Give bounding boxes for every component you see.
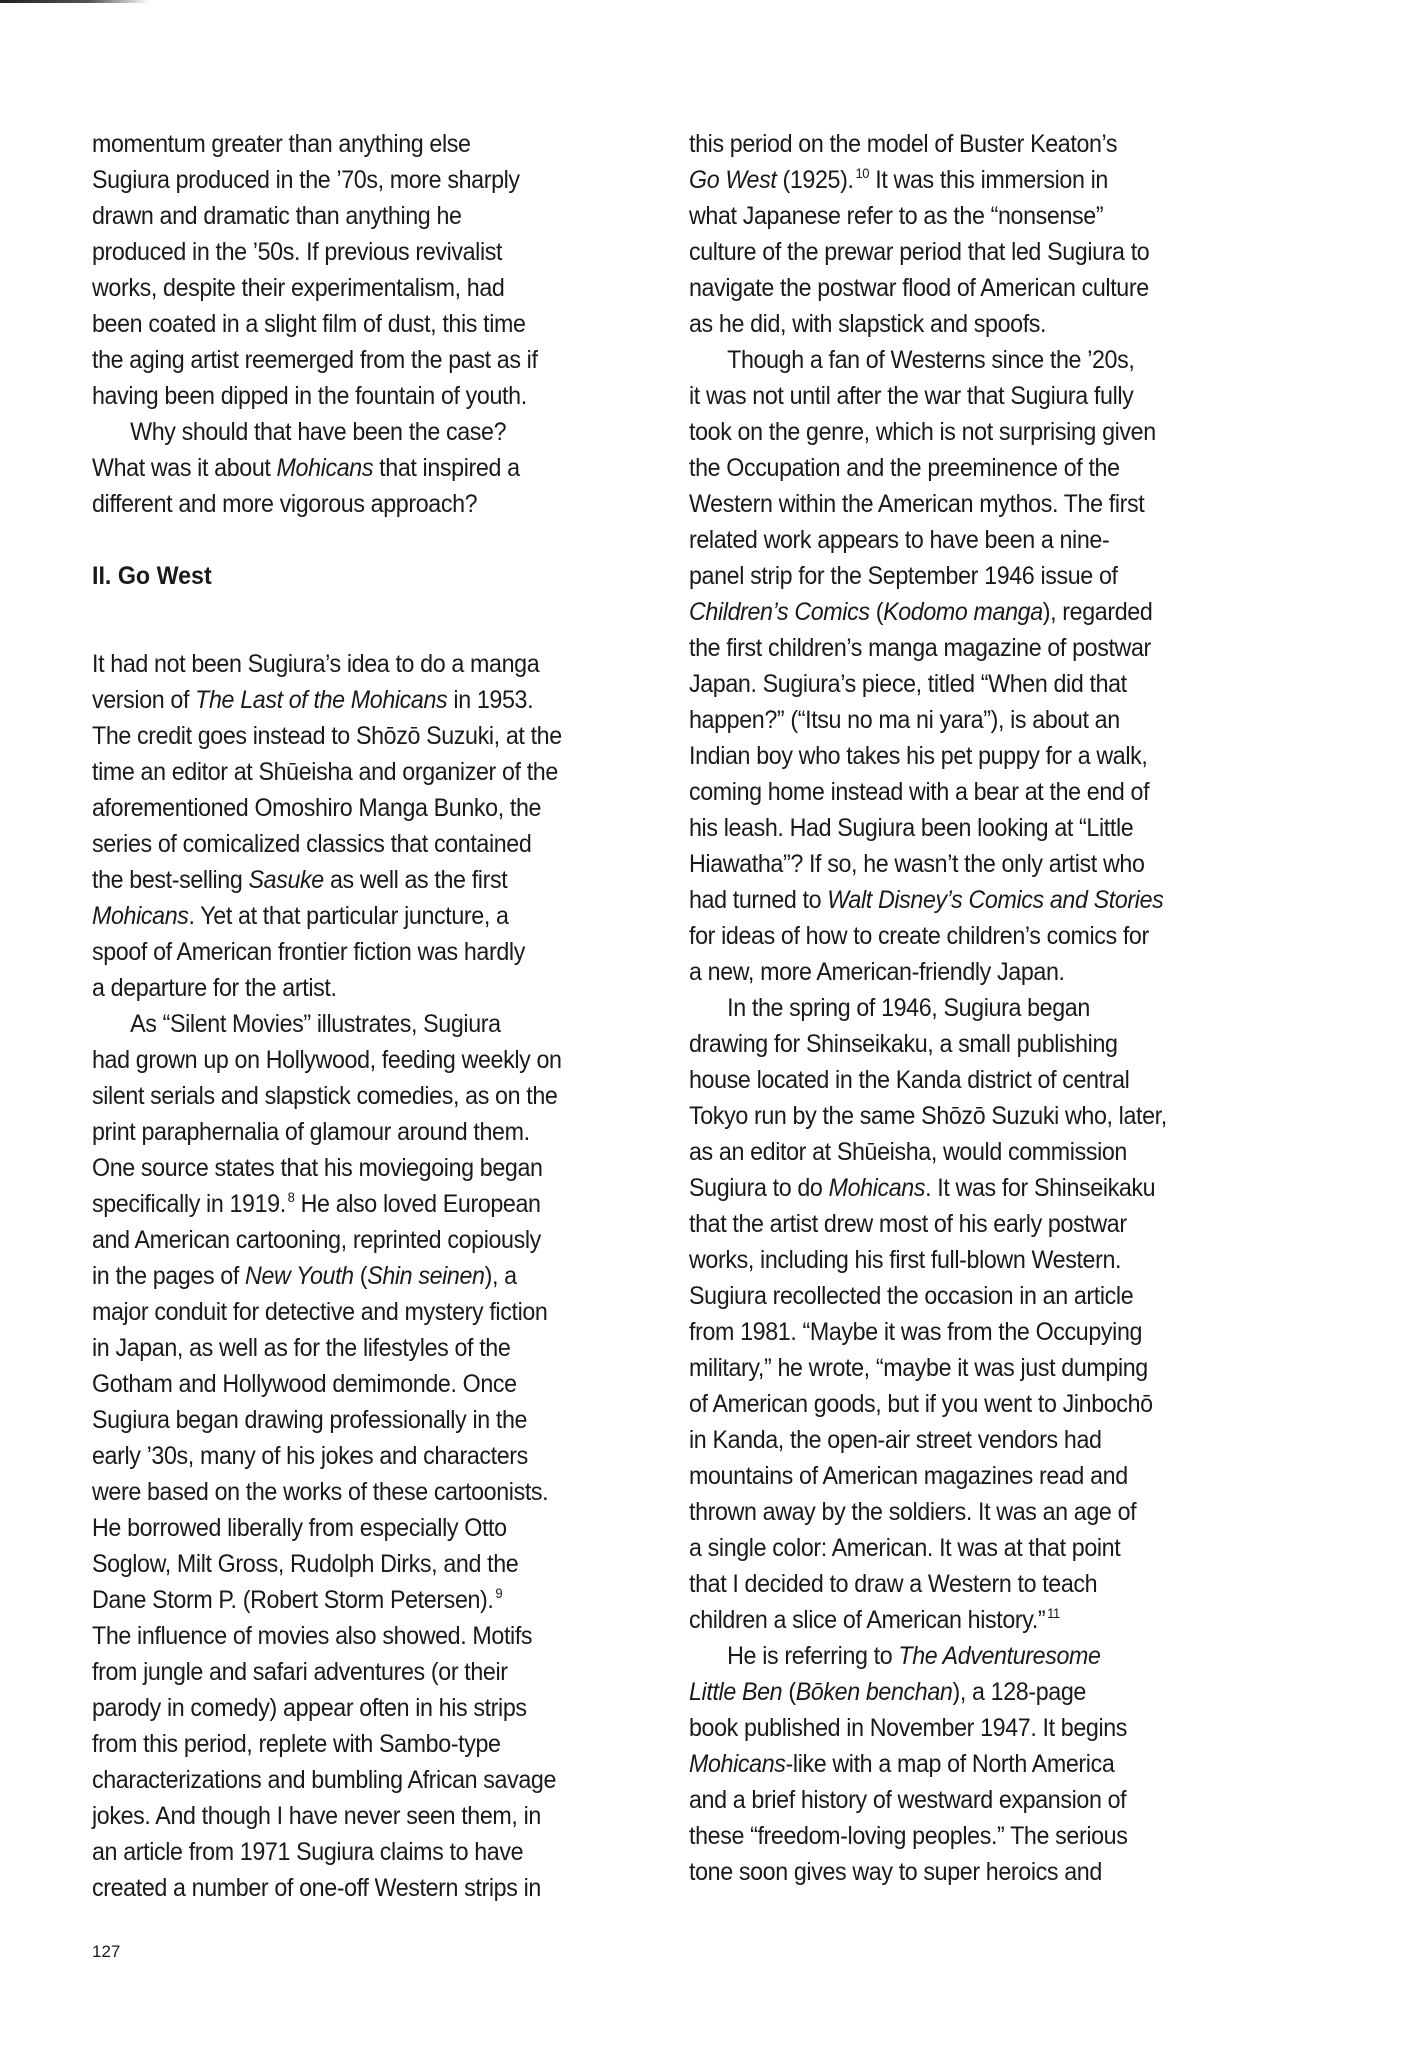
text-segment: in 1953. xyxy=(447,686,534,714)
text-line xyxy=(689,378,1228,414)
text-line xyxy=(689,1746,1228,1782)
text-segment: spoof of American frontier fiction was hardly xyxy=(92,938,525,966)
spacer xyxy=(92,594,652,646)
text-segment: momentum greater than anything else xyxy=(92,130,471,158)
text-segment: It was this immersion in xyxy=(869,166,1108,194)
text-segment: from this period, replete with Sambo-type xyxy=(92,1730,501,1758)
text-segment: Sugiura began drawing professionally in the xyxy=(92,1406,528,1434)
text-segment: ( xyxy=(869,598,884,626)
paragraph-block-go-west xyxy=(92,646,652,1906)
text-segment: ( xyxy=(353,1262,368,1290)
text-line xyxy=(689,810,1228,846)
text-segment: produced in the ’50s. If previous revivalist xyxy=(92,238,503,266)
text-segment: book published in November 1947. It begins xyxy=(689,1714,1128,1742)
text-line xyxy=(92,378,613,414)
text-segment: ), regarded xyxy=(1042,598,1153,626)
text-segment: He is referring to xyxy=(727,1642,899,1670)
text-segment: as an editor at Shūeisha, would commission xyxy=(689,1138,1128,1166)
text-line xyxy=(92,898,613,934)
text-line xyxy=(689,1530,1228,1566)
text-segment: from 1981. “Maybe it was from the Occupying xyxy=(689,1318,1143,1346)
italic-title: Walt Disney’s Comics and Stories xyxy=(827,886,1164,914)
text-segment: In the spring of 1946, Sugiura began xyxy=(727,994,1090,1022)
text-segment: Though a fan of Westerns since the ’20s, xyxy=(727,346,1135,374)
text-line xyxy=(92,234,613,270)
text-line xyxy=(92,1438,613,1474)
text-line xyxy=(92,646,613,682)
text-segment: that the artist drew most of his early postwar xyxy=(689,1210,1127,1238)
italic-title: The Last of the Mohicans xyxy=(195,686,448,714)
spacer xyxy=(92,522,652,558)
italic-title: Bōken benchan xyxy=(795,1678,953,1706)
text-line xyxy=(689,486,1228,522)
footnote-marker: 9 xyxy=(495,1585,503,1601)
text-line xyxy=(689,666,1228,702)
text-line xyxy=(92,162,613,198)
text-line xyxy=(92,790,613,826)
text-segment: silent serials and slapstick comedies, as on the xyxy=(92,1082,558,1110)
text-line xyxy=(92,1330,613,1366)
text-segment: having been dipped in the fountain of youth. xyxy=(92,382,527,410)
text-line xyxy=(689,1854,1228,1890)
text-line xyxy=(689,126,1228,162)
left-column xyxy=(92,126,652,1906)
text-segment: major conduit for detective and mystery fiction xyxy=(92,1298,548,1326)
text-segment: time an editor at Shūeisha and organizer of the xyxy=(92,758,558,786)
text-segment: specifically in 1919. xyxy=(92,1190,286,1218)
italic-title: Mohicans xyxy=(689,1750,786,1778)
text-segment: He borrowed liberally from especially Otto xyxy=(92,1514,507,1542)
text-segment: As “Silent Movies” illustrates, Sugiura xyxy=(130,1010,501,1038)
text-segment: the Occupation and the preeminence of the xyxy=(689,454,1120,482)
text-segment: aforementioned Omoshiro Manga Bunko, the xyxy=(92,794,542,822)
text-segment: that I decided to draw a Western to teach xyxy=(689,1570,1098,1598)
text-segment: parody in comedy) appear often in his strips xyxy=(92,1694,527,1722)
text-line xyxy=(689,1782,1228,1818)
paragraph-block-right xyxy=(689,126,1269,1890)
top-edge-scan-mark xyxy=(0,0,150,3)
paragraph-block-intro xyxy=(92,126,652,522)
italic-title: Kodomo manga xyxy=(883,598,1043,626)
text-line xyxy=(92,1762,613,1798)
text-line xyxy=(92,1114,613,1150)
italic-title: Shin seinen xyxy=(367,1262,485,1290)
text-line xyxy=(92,1366,613,1402)
text-line xyxy=(689,1278,1228,1314)
text-line xyxy=(689,1458,1228,1494)
text-segment: a new, more American-friendly Japan. xyxy=(689,958,1065,986)
text-segment: One source states that his moviegoing began xyxy=(92,1154,543,1182)
text-segment: (1925). xyxy=(776,166,854,194)
italic-title: Little Ben xyxy=(689,1678,783,1706)
text-line xyxy=(689,1314,1228,1350)
text-segment: it was not until after the war that Sugiura fully xyxy=(689,382,1134,410)
text-segment: Indian boy who takes his pet puppy for a walk, xyxy=(689,742,1148,770)
text-line xyxy=(92,1294,613,1330)
text-segment: He also loved European xyxy=(294,1190,541,1218)
text-line xyxy=(92,970,613,1006)
text-line xyxy=(689,306,1228,342)
text-line xyxy=(92,1258,613,1294)
text-line xyxy=(92,1654,613,1690)
text-line xyxy=(92,1402,613,1438)
text-segment: and a brief history of westward expansion of xyxy=(689,1786,1127,1814)
text-segment: related work appears to have been a nine- xyxy=(689,526,1110,554)
text-line xyxy=(92,682,613,718)
text-segment: in Kanda, the open-air street vendors had xyxy=(689,1426,1102,1454)
text-line xyxy=(92,198,613,234)
text-segment: ), a 128-page xyxy=(952,1678,1086,1706)
text-line xyxy=(92,342,613,378)
text-segment: coming home instead with a bear at the end of xyxy=(689,778,1150,806)
text-segment: had grown up on Hollywood, feeding weekly on xyxy=(92,1046,562,1074)
text-segment: works, despite their experimentalism, had xyxy=(92,274,505,302)
text-segment: navigate the postwar flood of American culture xyxy=(689,274,1149,302)
text-segment: Dane Storm P. (Robert Storm Petersen). xyxy=(92,1586,494,1614)
text-line xyxy=(92,1006,613,1042)
text-segment: drawing for Shinseikaku, a small publishing xyxy=(689,1030,1118,1058)
text-line xyxy=(689,1674,1228,1710)
italic-title: Children’s Comics xyxy=(689,598,870,626)
text-line xyxy=(92,1546,613,1582)
footnote-marker: 8 xyxy=(287,1189,295,1205)
text-segment: It had not been Sugiura’s idea to do a manga xyxy=(92,650,540,678)
text-segment: Sugiura produced in the ’70s, more sharply xyxy=(92,166,520,194)
text-line xyxy=(92,1042,613,1078)
text-segment: a departure for the artist. xyxy=(92,974,337,1002)
right-column xyxy=(689,126,1269,1890)
text-segment: series of comicalized classics that contained xyxy=(92,830,532,858)
text-line xyxy=(92,306,613,342)
text-line xyxy=(92,486,613,522)
text-segment: an article from 1971 Sugiura claims to have xyxy=(92,1838,524,1866)
text-segment: and American cartooning, reprinted copiously xyxy=(92,1226,541,1254)
italic-title: Go West xyxy=(689,166,777,194)
text-segment: that inspired a xyxy=(373,454,520,482)
text-segment: thrown away by the soldiers. It was an age of xyxy=(689,1498,1137,1526)
text-segment: from jungle and safari adventures (or their xyxy=(92,1658,508,1686)
text-line xyxy=(92,1222,613,1258)
text-line xyxy=(689,1638,1228,1674)
footnote-marker: 10 xyxy=(855,165,870,181)
text-line xyxy=(689,594,1228,630)
text-segment: for ideas of how to create children’s comics for xyxy=(689,922,1149,950)
text-segment: Sugiura recollected the occasion in an article xyxy=(689,1282,1134,1310)
text-line xyxy=(92,862,613,898)
text-line xyxy=(689,1350,1228,1386)
text-line xyxy=(92,1798,613,1834)
text-line xyxy=(92,1582,613,1618)
text-line xyxy=(92,270,613,306)
text-line xyxy=(92,450,613,486)
text-segment: this period on the model of Buster Keaton’s xyxy=(689,130,1118,158)
text-line xyxy=(689,1098,1228,1134)
text-segment: as he did, with slapstick and spoofs. xyxy=(689,310,1047,338)
text-line xyxy=(689,1206,1228,1242)
text-line xyxy=(689,882,1228,918)
text-line xyxy=(689,450,1228,486)
text-segment: Western within the American mythos. The first xyxy=(689,490,1145,518)
text-segment: these “freedom-loving peoples.” The serious xyxy=(689,1822,1128,1850)
text-segment: been coated in a slight film of dust, this time xyxy=(92,310,526,338)
text-line xyxy=(689,1710,1228,1746)
text-segment: of American goods, but if you went to Jinbochō xyxy=(689,1390,1153,1418)
italic-title: Mohicans xyxy=(828,1174,926,1202)
text-line xyxy=(92,1618,613,1654)
text-line xyxy=(689,1602,1228,1638)
text-segment: jokes. And though I have never seen them, in xyxy=(92,1802,541,1830)
text-segment: Tokyo run by the same Shōzō Suzuki who, later, xyxy=(689,1102,1167,1130)
text-line xyxy=(689,990,1228,1026)
text-segment: Gotham and Hollywood demimonde. Once xyxy=(92,1370,517,1398)
text-segment: -like with a map of North America xyxy=(785,1750,1115,1778)
text-line xyxy=(92,826,613,862)
text-segment: Why should that have been the case? xyxy=(130,418,507,446)
text-segment: happen?” (“Itsu no ma ni yara”), is about an xyxy=(689,706,1120,734)
text-line xyxy=(92,934,613,970)
text-segment: military,” he wrote, “maybe it was just dumping xyxy=(689,1354,1148,1382)
text-line xyxy=(92,1186,613,1222)
text-segment: early ’30s, many of his jokes and characters xyxy=(92,1442,528,1470)
text-segment: in Japan, as well as for the lifestyles of the xyxy=(92,1334,511,1362)
text-line xyxy=(92,414,613,450)
text-line xyxy=(92,1474,613,1510)
text-segment: ), a xyxy=(484,1262,517,1290)
text-line xyxy=(689,198,1228,234)
text-segment: took on the genre, which is not surprising given xyxy=(689,418,1156,446)
text-segment: The credit goes instead to Shōzō Suzuki, at the xyxy=(92,722,562,750)
text-segment: the aging artist reemerged from the past as if xyxy=(92,346,538,374)
text-line xyxy=(689,1170,1228,1206)
text-segment: in the pages of xyxy=(92,1262,246,1290)
text-line xyxy=(689,522,1228,558)
text-segment: . It was for Shinseikaku xyxy=(925,1174,1156,1202)
text-line xyxy=(92,1726,613,1762)
text-segment: Soglow, Milt Gross, Rudolph Dirks, and the xyxy=(92,1550,519,1578)
text-segment: ( xyxy=(782,1678,796,1706)
text-segment: his leash. Had Sugiura been looking at “Little xyxy=(689,814,1134,842)
text-line xyxy=(689,270,1228,306)
text-segment: what Japanese refer to as the “nonsense” xyxy=(689,202,1104,230)
italic-title: Mohicans xyxy=(92,902,189,930)
text-line xyxy=(689,630,1228,666)
text-segment: drawn and dramatic than anything he xyxy=(92,202,462,230)
text-segment: What was it about xyxy=(92,454,277,482)
text-line xyxy=(92,1834,613,1870)
text-line xyxy=(689,162,1228,198)
text-line xyxy=(689,702,1228,738)
text-line xyxy=(689,774,1228,810)
text-segment: were based on the works of these cartoonists. xyxy=(92,1478,549,1506)
text-segment: created a number of one-off Western strips in xyxy=(92,1874,541,1902)
text-segment: version of xyxy=(92,686,196,714)
text-line xyxy=(689,1494,1228,1530)
text-segment: the first children’s manga magazine of postwar xyxy=(689,634,1151,662)
text-line xyxy=(92,1510,613,1546)
text-segment: as well as the first xyxy=(323,866,508,894)
text-line xyxy=(689,342,1228,378)
text-segment: Japan. Sugiura’s piece, titled “When did that xyxy=(689,670,1127,698)
text-line xyxy=(689,846,1228,882)
italic-title: The Adventuresome xyxy=(898,1642,1101,1670)
text-line xyxy=(689,558,1228,594)
text-segment: different and more vigorous approach? xyxy=(92,490,478,518)
text-segment: print paraphernalia of glamour around them. xyxy=(92,1118,530,1146)
text-line xyxy=(689,738,1228,774)
text-line xyxy=(92,1150,613,1186)
footnote-marker: 11 xyxy=(1047,1605,1060,1621)
section-heading: II. Go West xyxy=(92,562,212,590)
text-segment: Sugiura to do xyxy=(689,1174,829,1202)
text-line xyxy=(92,1690,613,1726)
page-number: 127 xyxy=(92,1942,121,1961)
text-line xyxy=(689,414,1228,450)
text-line xyxy=(689,1818,1228,1854)
text-segment: works, including his first full-blown Western. xyxy=(689,1246,1122,1274)
text-segment: The influence of movies also showed. Motifs xyxy=(92,1622,533,1650)
text-segment: house located in the Kanda district of central xyxy=(689,1066,1130,1094)
text-line xyxy=(689,1242,1228,1278)
text-line xyxy=(689,1386,1228,1422)
text-line xyxy=(689,234,1228,270)
text-line xyxy=(92,1870,613,1906)
text-segment: a single color: American. It was at that point xyxy=(689,1534,1121,1562)
text-segment: Hiawatha”? If so, he wasn’t the only artist who xyxy=(689,850,1145,878)
italic-title: Sasuke xyxy=(248,866,324,894)
text-line xyxy=(689,1062,1228,1098)
text-line xyxy=(92,1078,613,1114)
italic-title: Mohicans xyxy=(276,454,374,482)
text-line xyxy=(689,1422,1228,1458)
text-line xyxy=(689,954,1228,990)
italic-title: New Youth xyxy=(245,1262,354,1290)
text-segment: . Yet at that particular juncture, a xyxy=(188,902,509,930)
text-line xyxy=(689,918,1228,954)
text-segment: the best-selling xyxy=(92,866,249,894)
text-segment: panel strip for the September 1946 issue of xyxy=(689,562,1118,590)
text-segment: children a slice of American history.” xyxy=(689,1606,1046,1634)
text-line xyxy=(92,126,613,162)
text-line xyxy=(689,1026,1228,1062)
text-segment: culture of the prewar period that led Sugiura to xyxy=(689,238,1150,266)
text-segment: characterizations and bumbling African savage xyxy=(92,1766,557,1794)
text-line xyxy=(92,718,613,754)
text-line xyxy=(689,1134,1228,1170)
text-segment: had turned to xyxy=(689,886,828,914)
text-line xyxy=(689,1566,1228,1602)
text-segment: mountains of American magazines read and xyxy=(689,1462,1128,1490)
text-segment: tone soon gives way to super heroics and xyxy=(689,1858,1102,1886)
text-line xyxy=(92,754,613,790)
